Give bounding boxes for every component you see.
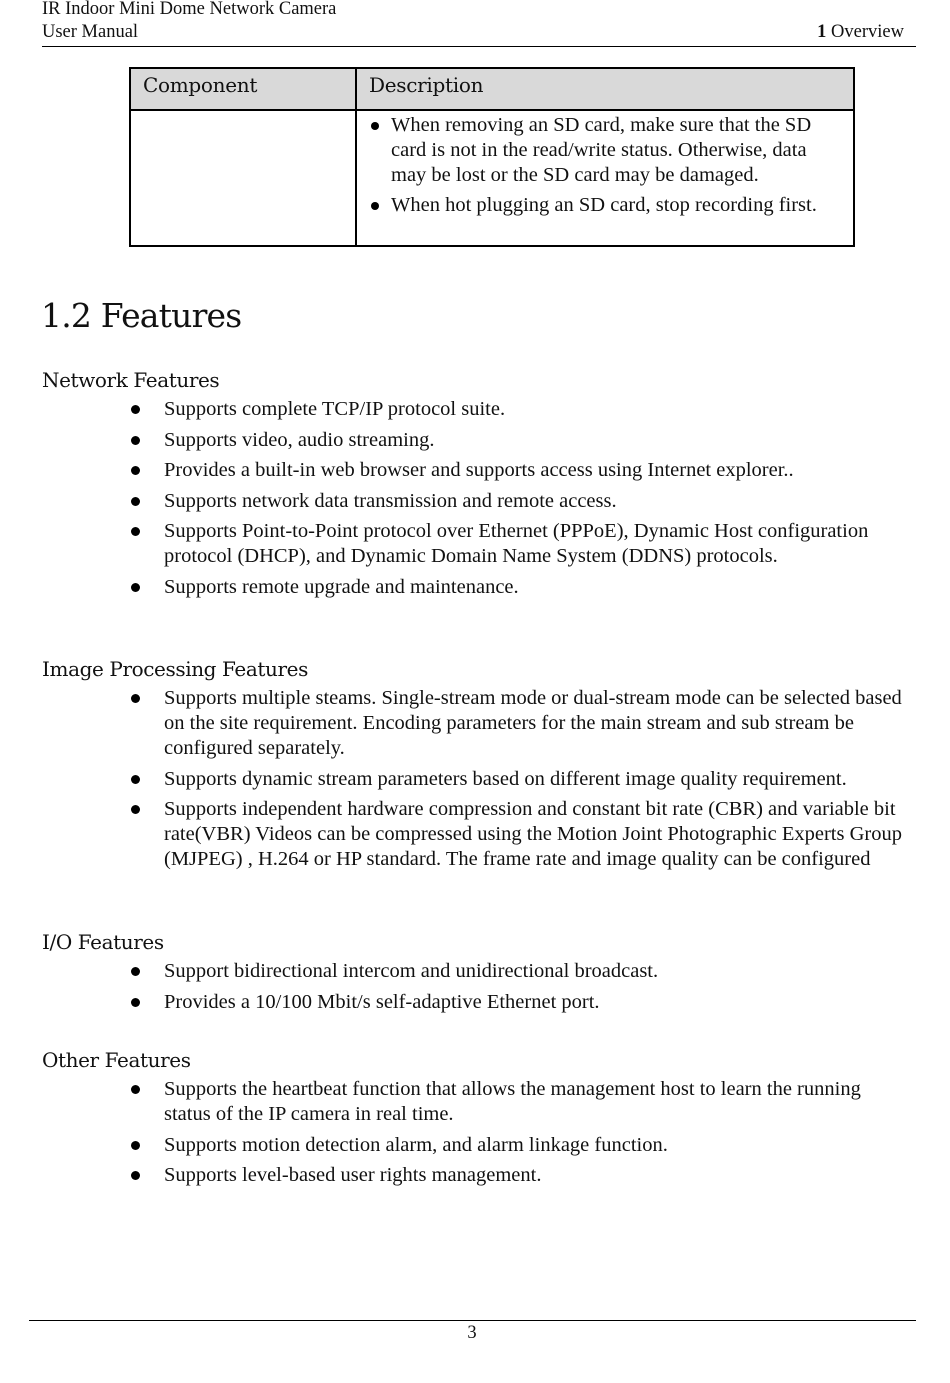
- list-item-text: Supports network data transmission and remote access.: [164, 489, 617, 512]
- bullet-icon: [371, 202, 379, 210]
- list-item: [164, 428, 908, 453]
- bullet-icon: [131, 527, 140, 536]
- list-item: [164, 1163, 908, 1188]
- table-header-component: Component: [130, 68, 356, 110]
- bullet-icon: [131, 436, 140, 445]
- chapter-name: Overview: [831, 22, 904, 42]
- bullet-icon: [131, 466, 140, 475]
- list-item-text: Provides a 10/100 Mbit/s self-adaptive Ethernet port.: [164, 990, 600, 1013]
- bullet-icon: [131, 583, 140, 592]
- list-item: [164, 1077, 908, 1127]
- bullet-icon: [131, 967, 140, 976]
- feature-list: [42, 686, 908, 872]
- bullet-icon: [131, 1171, 140, 1180]
- io-features-group: [42, 929, 908, 1020]
- list-item-text: Supports the heartbeat function that allows the management host to learn the running status of the IP camera in real time.: [164, 1078, 861, 1125]
- feature-list: [42, 397, 908, 600]
- image-processing-features-group: [42, 656, 908, 878]
- document-title: IR Indoor Mini Dome Network Camera: [42, 0, 337, 19]
- list-item-text: Supports complete TCP/IP protocol suite.: [164, 398, 506, 420]
- table-row: [130, 110, 854, 246]
- bullet-icon: [131, 775, 140, 784]
- list-item: [164, 519, 908, 569]
- list-item-text: Supports dynamic stream parameters based on different image quality requirement.: [164, 767, 847, 790]
- list-item: [164, 959, 908, 984]
- list-item-text: Supports Point-to-Point protocol over Ethernet (PPPoE), Dynamic Host configuration protocol (DHCP), and Dynamic Domain Name System (DDNS) protocols.: [164, 520, 869, 567]
- table-cell-component: [130, 110, 356, 246]
- list-item-text: Support bidirectional intercom and unidirectional broadcast.: [164, 960, 659, 982]
- chapter-number: 1: [817, 22, 827, 42]
- bullet-icon: [131, 1085, 140, 1094]
- list-item: [164, 1133, 908, 1158]
- list-item-text: Supports independent hardware compression and constant bit rate (CBR) and variable bit rate(VBR) Videos can be compressed using the Motion Joint Photographic Experts Group (MJPEG) , H.264 or HP standard. The frame rate and image quality can be configured: [164, 798, 902, 870]
- list-item-text: Supports motion detection alarm, and alarm linkage function.: [164, 1133, 668, 1156]
- feature-group-title: Network Features: [42, 368, 220, 392]
- bullet-icon: [131, 497, 140, 506]
- list-item: [164, 458, 908, 483]
- list-item-text: Supports level-based user rights management.: [164, 1164, 542, 1186]
- table-cell-description: [356, 110, 854, 246]
- page-header: [42, 0, 916, 47]
- chapter-label: [817, 21, 904, 44]
- manual-label: User Manual: [42, 22, 139, 42]
- description-list: [357, 111, 853, 218]
- list-item: [371, 113, 843, 188]
- list-item: [164, 686, 908, 761]
- feature-list: [42, 959, 908, 1015]
- section-heading: 1.2 Features: [41, 296, 242, 335]
- list-item: [164, 575, 908, 600]
- feature-group-title: Image Processing Features: [42, 657, 308, 681]
- list-item: [164, 489, 908, 514]
- bullet-icon: [131, 1141, 140, 1150]
- bullet-icon: [131, 805, 140, 814]
- list-item: [164, 397, 908, 422]
- bullet-icon: [131, 694, 140, 703]
- bullet-icon: [131, 405, 140, 414]
- feature-list: [42, 1077, 908, 1188]
- footer-divider: [29, 1320, 916, 1321]
- list-item: [164, 767, 908, 792]
- component-table: [129, 67, 855, 247]
- list-item-text: Provides a built-in web browser and supports access using Internet explorer..: [164, 459, 794, 481]
- bullet-icon: [131, 998, 140, 1007]
- feature-group-title: I/O Features: [42, 930, 164, 954]
- network-features-group: [42, 367, 908, 605]
- bullet-icon: [371, 122, 379, 130]
- table-header-description: Description: [356, 68, 854, 110]
- list-item: [164, 990, 908, 1015]
- list-item-text: When hot plugging an SD card, stop recording first.: [391, 194, 817, 216]
- list-item-text: When removing an SD card, make sure that the SD card is not in the read/write status. Otherwise, data may be lost or the SD card may be damaged.: [391, 114, 812, 186]
- list-item-text: Supports multiple steams. Single-stream mode or dual-stream mode can be selected based on the site requirement. Encoding parameters for the main stream and sub stream be configured separately.: [164, 687, 902, 759]
- feature-group-title: Other Features: [42, 1048, 191, 1072]
- list-item: [164, 797, 908, 872]
- other-features-group: [42, 1047, 908, 1194]
- list-item-text: Supports video, audio streaming.: [164, 428, 435, 451]
- page-number: 3: [467, 1323, 477, 1343]
- list-item: [371, 193, 843, 218]
- table-header-row: [130, 68, 854, 110]
- list-item-text: Supports remote upgrade and maintenance.: [164, 575, 519, 598]
